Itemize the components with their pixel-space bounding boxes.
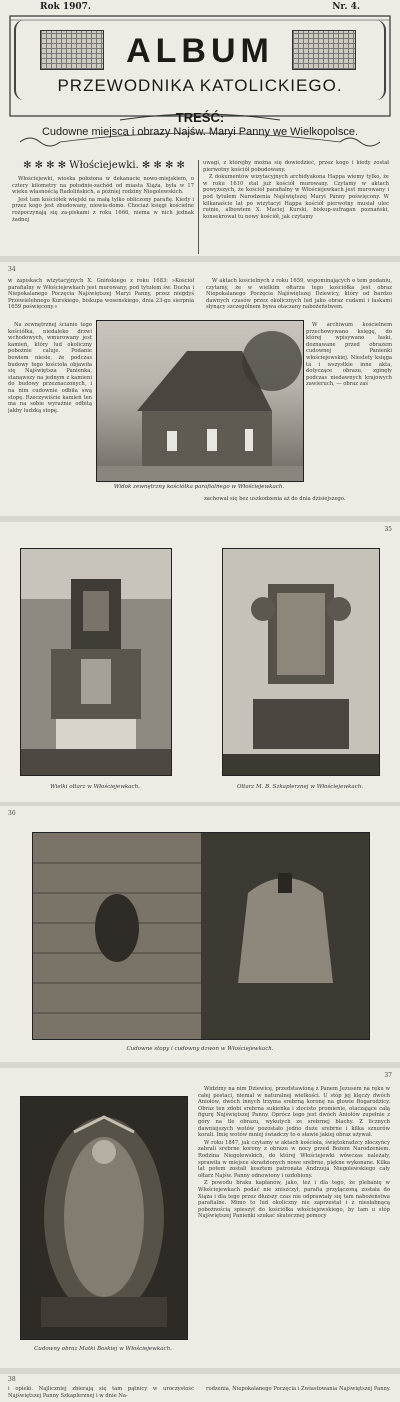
- page1-right-column: uwagi, z którejby można się dowiedzieć, przez kogo i kiedy został pierwotny kościół pobudowany. Z dokumentów wizytacyjnych archidyakona Happa wiemy tylko, że w roku 1610 stał już kościół murowany. Czytamy w aktach powyższych, że kościół parafialny w Włościejewkach jest murowany i pod tytułem Narodzenia Najświętszej Maryi Panny poświęcony. W kilkanaście lat po wizytacyi Happa kościół pierwotny musiał ulec ruinie, albowiem X. Maciej Kurski, biskup-sufragan poznański, konsekrował tu nowy kościół, jak czytamy: [203, 160, 389, 220]
- page-number: 34: [8, 266, 16, 273]
- page-36: [0, 806, 400, 1062]
- scapular-altar-caption: Ołtarz M. B. Szkaplerznej w Włościejewkach.: [236, 784, 364, 790]
- page-number: 35: [384, 526, 392, 533]
- page38-right: rodzenia, Niepokalanego Poczęcia i Zwiastowania Najświętszej Panny.: [206, 1386, 391, 1392]
- main-altar-caption: Wielki ołtarz w Włościejewkach.: [50, 784, 140, 790]
- page-38: [0, 1374, 400, 1402]
- photo-caption: Cudowne stopy i cudowny dzwon w Włościejewkach.: [126, 1046, 274, 1052]
- contents-label: TREŚĆ:: [175, 110, 225, 125]
- page-1: [0, 0, 400, 256]
- page-number: 37: [384, 1072, 392, 1079]
- page34-right-top: W aktach kościelnych z roku 1659, wspominających o tem podaniu, czytamy, że w wielkim ołtarzu tego kościółka jest obraz Niepokalanego Poczęcia Najświętszej Dziewicy, który od bardzo dawnych czasów przez okolicznych lud jako obraz cudami i łaskami słynący szczególnem bywa otaczany nabożeństwem.: [206, 278, 392, 311]
- section-heading: ✻ ✻ ✻ ✻ Włościejewki. ✻ ✻ ✻ ✻: [23, 160, 185, 171]
- masthead-subtitle: PRZEWODNIKA KATOLICKIEGO.: [57, 76, 343, 95]
- contents-text: Cudowne miejsca i obrazy Najśw. Maryi Panny we Wielkopolsce.: [41, 126, 359, 138]
- page-number: 38: [8, 1376, 16, 1383]
- main-altar-photo: [20, 548, 172, 776]
- photo-caption: Widok zewnętrzny kościółka parafialnego w Włościejewkach.: [113, 484, 285, 490]
- church-exterior-photo: [96, 320, 304, 482]
- page34-right-narrow: W archiwum kościelnem przechowywano księgę, do której wpisywano łaski, doznawane przed obrazem cudownej Panienki włościejewskiej. Niestety księga ta i wszystkie inne akta, dotyczące obrazu, zginęły podczas niedawnych krajowych zawieruch, — obraz zaś: [306, 322, 392, 388]
- page-number: 36: [8, 810, 16, 817]
- column-rule: [198, 160, 199, 254]
- issue-year: Rok 1907.: [40, 2, 92, 12]
- miraculous-image-photo: [20, 1096, 188, 1340]
- page-34: [0, 262, 400, 516]
- scapular-altar-photo: [222, 548, 380, 776]
- page34-left-narrow: Na zewnętrznej ścianie tego kościółka, niedaleko drzwi wchodowych, wmurowany jest kamień, który lud okoliczny pobożnie caluje. Podanie bowiem niesie, że podczas budowy tego kościoła objawiła się Najświętsza Panienka, stanąwszy na jednym z kamieni do budowy przeznaczonych, i na nim cudownie odbiła swą stopę. Rzeczywiście kamień ten ma na sobie wyraźnie odbitą jakby ludzką stopę.: [8, 322, 92, 414]
- masthead-title: ALBUM: [126, 32, 274, 70]
- page37-right-column: Widzimy na nim Dziewicę, przedstawioną z Panem Jezusem na ręku w całej postaci, niemal w naturalnej wielkości. U stóp jej klęczy dwóch Aniołów, dwóch innych trzyma srebrną koronę na głowie Bogarodzicy. Obraz ten zdobi srebrna sukienka i złocisto promienie, otaczające całą figurę Najświętszej Panny. Oprócz tego jest dwóch Aniołów zupełnie z góry na tle obrazu, wykutych ze srebrnej blachy. Z licznych dawniejszych wotów pozostało jedno duże srebrne i kilka sznurów korali. Imię wotów mniej świadczy to o sławie jakiej obraz używał. W roku 1847, jak czytamy w aktach kościoła, świętokradzcy złoczyńcy zabrali srebrne korony z obrazu w nocy przed Bożem Narodzeniem. Rodzina Niegolewskich, do której Włościejewki wówczas należały, sprawiła w miejsce skradzionych nowe srebrne, piękne wykonane. Kilka lat potem zostali kosztem patronata Andrzeja Niegolewskiego cały ołtarz Najśw. Panny odnowiony i ozdobiony. Z powodu braku kapłanów, jako, też i dla tego, że plebanię w Włościejewkach podać nie zniszczył, parafia przyłączoną została do Xiąża i dla tego przez dłuższy czas nie odprawiały się tam nabożeństwa parafialne. Mimo to lud okoliczny nie zaprzestał i z niesłabnącą pobożnością spieszył do kościółka włościejewskiego, by tam u stóp Najświętszej Panienki szukać skutecznej pomocy: [198, 1086, 390, 1220]
- page34-left-top: w zapiskach wizytacyjnych X. Gnińskiego z roku 1683: »Kościół parafialny w Włościejewkach jest murowany, pod tytułem św. Ducha i Niepokalanego Poczęcia Najświętszej Maryi Panny, przez niegdyś Przewielebnego Kurskiego, biskupa wosenskiego, dnia 23-go sierpnia 1659 poświęcony.«: [8, 278, 194, 311]
- footprints-and-bell-photo: [32, 832, 370, 1040]
- page-35: [0, 522, 400, 802]
- page1-left-column: Włościejewki, wioska położona w dekanacie nowo-miejskiem, o cztery kilometry na południe-zachód od miasta Xiąża, była w 17 wieku własnością Radolińskich, a później rodziny Niegolewskich. Jest tam kościółek wiejski na małą tylko obliczony parafię. Kiedy i przez kogo jest zbudowany, niewia-domo. Chociaż księgi kościelne rozpoczynają się za-piskami z roku 1660, niema w nich jednak żadnej: [12, 176, 194, 223]
- page38-left: i opieki. Najliczniej zbierają się tam pątnicy w uroczystość Najświętszej Panny Szkaplerznej i w dnie Na-: [8, 1386, 194, 1399]
- issue-number: Nr. 4.: [332, 2, 360, 12]
- page-37: [0, 1068, 400, 1368]
- page34-bottom-right: zachował się bez uszkodzenia aż do dnia dzisiejszego.: [204, 496, 346, 502]
- photo-caption: Cudowny obraz Matki Boskiej w Włościejewkach.: [34, 1346, 172, 1352]
